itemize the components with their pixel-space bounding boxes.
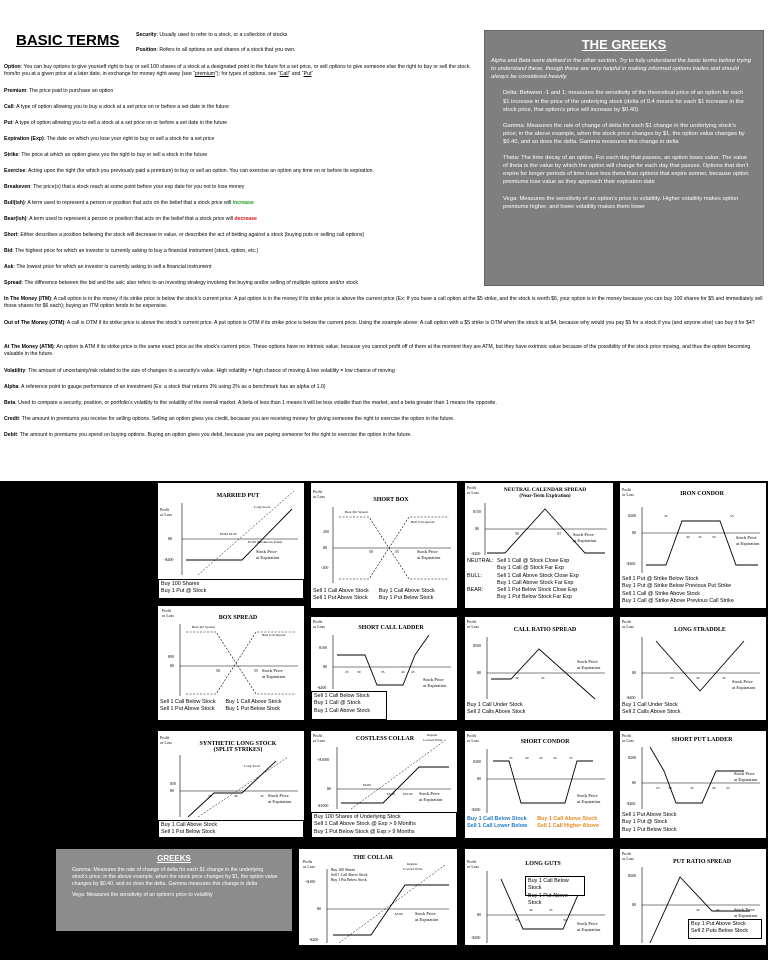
credit-def: Credit: The amount in premiums you receive for selling options. Selling an option gives you credit, because you are receiving money for giving someone the right to exercise the option in the future. — [4, 416, 455, 422]
x-label: at Expiration — [262, 674, 286, 679]
y-tick: $0 — [632, 670, 636, 675]
short-def: Short: Either describes a position believing the stock will decrease in value, or describes the act of betting against a stock (buying puts or selling call options) — [4, 232, 365, 238]
y-tick: $0 — [168, 536, 172, 541]
short-condor-caption: Buy 1 Call Below Stock Sell 1 Call Lower Below Buy 1 Call Above Stock Sell 1 Call Higher Above — [467, 816, 600, 830]
long-straddle-chart — [620, 617, 766, 701]
y-label: Profit — [313, 489, 323, 494]
bull-def: Bull(ish): A term used to represent a person or position that acts on the belief that a stock price will increase — [4, 200, 254, 206]
short-box-card — [311, 483, 457, 608]
greeks-summary-gamma: Gamma: Measures the rate of change of delta for each $1 change in the underlying stock’s price; in the above example, when the stock price changes by $1, the option value changes by $0.40, and so does the delta. Gamma measures this change in delta — [72, 867, 278, 888]
x-tick: 30 — [515, 676, 519, 680]
x-tick: 35 — [670, 676, 674, 680]
costless-collar-chart — [311, 731, 457, 811]
x-tick: 35 — [515, 918, 519, 922]
collar-chart — [299, 849, 457, 945]
y-label: or Loss — [160, 740, 172, 745]
x-label: at Expiration — [736, 541, 760, 546]
synthetic-long-chart — [158, 731, 304, 819]
x-tick: 45 — [726, 786, 730, 790]
y-label: Profit — [622, 733, 632, 738]
spread-def: Spread: The difference between the bid and the ask; also refers to an investing strategy involving the buying and/or selling of multiple options and/or stock — [4, 280, 358, 286]
x-tick: $10.00 — [403, 792, 413, 796]
call-ratio-card — [465, 617, 613, 720]
y-tick: -200 — [321, 565, 329, 570]
x-label: at Expiration — [268, 799, 292, 804]
chart-title: IRON CONDOR — [680, 491, 724, 497]
x-label: at Expiration — [734, 913, 758, 918]
greeks-summary-box — [56, 849, 292, 931]
greeks-summary-vega: Vega: Measures the sensitivity of an option’s price to volatility — [72, 892, 213, 899]
y-tick: $0 — [327, 786, 331, 791]
x-tick: 35 — [381, 670, 385, 674]
y-tick: $0 — [323, 664, 327, 669]
debit-def: Debit: The amount in premiums you spend on buying options. Buying an option gives you debit, because you are paying someone for the right to exercise the option in the future. — [4, 432, 412, 438]
chart-subtitle: (Near-Term Expiration) — [519, 494, 571, 499]
y-label: or Loss — [313, 624, 325, 629]
y-tick: $90 — [168, 654, 174, 659]
x-label: Stock Price — [573, 532, 594, 537]
x-label: at Expiration — [417, 555, 441, 560]
x-tick: 25 — [656, 786, 660, 790]
breakeven-label: $1.00 (Breakeven Point) — [248, 540, 283, 544]
legend-label: Regular — [407, 862, 418, 866]
y-label: or Loss — [467, 738, 479, 743]
x-tick: 35 — [509, 756, 513, 760]
y-tick: -$200 — [471, 807, 481, 812]
volatility-def: Volatility: The amount of uncertainty/risk related to the size of changes in a security’s value. High volatility = high chance of moving & low volatility = low chance of moving — [4, 368, 395, 374]
y-tick: -$200 — [317, 685, 327, 690]
x-tick: 55 — [730, 514, 734, 518]
y-label: Profit — [467, 619, 477, 624]
put-ratio-caption: Buy 1 Put Above Stock Sell 2 Puts Below Stock — [688, 919, 762, 939]
x-tick: 30 — [357, 670, 361, 674]
y-tick: +$100 — [305, 879, 316, 884]
short-condor-chart — [465, 731, 613, 815]
x-tick: 45 — [549, 908, 553, 912]
short-put-ladder-caption: Sell 1 Put Above Stock Buy 1 Put @ Stock Buy 1 Put Below Stock — [622, 812, 677, 833]
iron-condor-caption: Sell 1 Put @ Strike Below Stock Buy 1 Put @ Strike Below Previous Put Strike Sell 1 Call @ Strike Above Stock Buy 1 Call @ Strike Above Previous Call Strike — [622, 576, 734, 604]
x-tick: 55 — [254, 668, 258, 673]
y-tick: -$200 — [309, 937, 319, 942]
x-tick: 55 — [395, 549, 399, 554]
x-label: Stock Price — [736, 535, 757, 540]
greek-delta: Delta: Between -1 and 1; measures the sensitivity of the theoretical price of an option for each $1 increase in the price of the underlying stock (delta of 0.4 means for each $1 increase in the stock price, that option’s price will increase by $0.40) — [503, 90, 744, 113]
x-tick: 45 — [539, 756, 543, 760]
y-label: or Loss — [622, 856, 634, 861]
chart-title: LONG GUTS — [525, 861, 561, 867]
x-tick: 35 — [690, 786, 694, 790]
x-label: Stock Price — [577, 793, 598, 798]
iron-condor-chart — [620, 483, 766, 575]
chart-title: NEUTRAL CALENDAR SPREAD — [503, 487, 587, 493]
breakeven-def: Breakeven: The price(s) that a stock reach at some point before your exp date for you not to lose money — [4, 184, 245, 190]
y-label: Profit — [160, 507, 170, 512]
strike-def: Strike: The price at which an option gives you the right to buy or sell a stock in the future — [4, 152, 208, 158]
security-def: Security: Usually used to refer to a stock, or a collection of stocks — [136, 32, 288, 38]
long-stock-label: Long Stock — [254, 505, 271, 509]
box-spread-caption: Sell 1 Call Below Stock Sell 1 Put Above Stock Buy 1 Call Above Stock Buy 1 Put Below Stock — [160, 699, 282, 713]
y-label: Profit — [467, 485, 477, 490]
y-label: or Loss — [313, 738, 325, 743]
chart-title: COSTLESS COLLAR — [355, 736, 415, 742]
x-label: at Expiration — [573, 538, 597, 543]
y-tick: -$200 — [471, 935, 481, 940]
y-tick: $0 — [477, 670, 481, 675]
x-tick: 50 — [216, 668, 220, 673]
y-tick: -$200 — [164, 557, 174, 562]
y-tick: $0 — [170, 663, 174, 668]
legend-label: Covered Write — [423, 738, 443, 742]
x-label: Stock Price — [734, 771, 755, 776]
y-label: or Loss — [313, 494, 325, 499]
greek-gamma: Gamma: Measures the rate of change of delta for each $1 change in the underlying stock’s price; in the above example, when the stock price changes by $1, the option value changes by $0.40, and so does the delta. Gamma measures this change in delta — [503, 122, 745, 145]
long-straddle-card — [620, 617, 766, 720]
x-label: at Expiration — [256, 555, 280, 560]
short-call-ladder-chart — [311, 617, 457, 691]
synthetic-long-card — [158, 731, 304, 838]
y-label: Profit — [467, 733, 477, 738]
y-tick: $0 — [632, 530, 636, 535]
call-def: Call: A type of option allowing you to buy a stock at a set price on or before a set date in the future — [4, 104, 229, 110]
call-ratio-caption: Buy 1 Call Under Stock Sell 2 Calls Above Stock — [467, 702, 526, 716]
x-label: Stock Price — [419, 791, 440, 796]
legend-label: Covered Write — [403, 867, 423, 871]
x-label: Stock Price — [415, 911, 436, 916]
x-label: at Expiration — [415, 917, 439, 922]
chart-subtitle: (SPLIT STRIKES) — [213, 747, 263, 753]
y-label: or Loss — [162, 613, 174, 618]
chart-title: SHORT CONDOR — [520, 739, 570, 745]
collar-card — [299, 849, 457, 945]
premium-def: Premium: The price paid to purchase an option — [4, 88, 114, 94]
otm-def: Out of The Money (OTM): A call is OTM if its strike price is above the stock’s current price. A put option is OTM if its strike price is below the current price. Using the example above: A call option with a $5 strike is OTM when the stock is at $4, because why would you pay $5 for a stock if you (and anyone else) can buy it for $4? — [4, 320, 755, 326]
chart-title: BOX SPREAD — [218, 615, 258, 621]
bid-def: Bid: The highest price for which an investor is currently asking to buy a financial instrument (stock, option, etc.) — [4, 248, 259, 254]
y-tick: $50 — [170, 781, 176, 786]
short-put-ladder-card — [620, 731, 766, 838]
y-tick: $300 — [473, 759, 481, 764]
chart-title: SHORT CALL LADDER — [358, 625, 424, 631]
x-label: at Expiration — [419, 797, 443, 802]
x-tick: 35 — [664, 514, 668, 518]
x-label: Stock Price — [423, 677, 444, 682]
x-label: at Expiration — [732, 685, 756, 690]
synthetic-caption: Buy 1 Call Above Stock Sell 1 Put Below Stock — [158, 820, 304, 838]
married-put-card — [158, 483, 304, 599]
ask-def: Ask: The lowest price for which an investor is currently asking to sell a financial instrument — [4, 264, 212, 270]
x-tick: 45 — [722, 676, 726, 680]
x-label: at Expiration — [423, 683, 447, 688]
exercise-def: Exercise: Acting upon the right (for which you previously paid a premium) to buy or sell an option. You can exercise an option any time on or before its expiration. — [4, 168, 374, 174]
calendar-spread-card — [465, 483, 613, 608]
chart-title: SYNTHETIC LONG STOCK — [199, 741, 277, 747]
option-def: Option: You can buy options to give yourself right to buy or sell 100 shares of a stock at a designated point in the future for a set price, or sell options to give someone else the right to buy or sell the stock from/to you at a given price at a later date, in exchange for money right away (see “premium”); for types of options, see “Call” and “Put” — [4, 64, 470, 78]
y-tick: -$300 — [626, 561, 636, 566]
x-tick: 45 — [541, 676, 545, 680]
legend-label: Sell 1 Call Above Stock — [331, 873, 368, 877]
y-tick: $500 — [473, 643, 481, 648]
x-tick: 50 — [563, 918, 567, 922]
x-label: Stock Price — [577, 921, 598, 926]
greeks-summary-title: GREEKS — [157, 854, 191, 863]
y-tick: $0 — [323, 545, 327, 550]
x-tick: 50 — [515, 531, 519, 536]
chart-title: PUT RATIO SPREAD — [672, 859, 732, 865]
x-tick: 40 — [712, 786, 716, 790]
y-tick: $0 — [632, 902, 636, 907]
y-tick: $200 — [628, 755, 636, 760]
y-label: Profit — [622, 851, 632, 856]
call-ratio-chart — [465, 617, 613, 701]
chart-title: LONG STRADDLE — [674, 627, 726, 633]
long-straddle-caption: Buy 1 Call Under Stock Sell 2 Calls Above Stock — [622, 702, 681, 716]
y-tick: -$400 — [626, 695, 636, 700]
put-def: Put: A type of option allowing you to sell a stock at a set price on or before a set date in the future — [4, 120, 228, 126]
itm-def: In The Money (ITM): A call option is in the money if its strike price is below the stock’s current price. A put option is in the money if its strike price is above the current price (Ex: If you have a call option at the $5 strike, and the stock is worth $6, your option is in the money because you can buy 100 shares for $5 and immediately sell those shares for $6 each); buying an ITM option tends to be expensive. — [4, 296, 763, 310]
short-condor-card — [465, 731, 613, 838]
beta-def: Beta: Used to compare a security, position, or portfolio’s volatility to the volatility of the overall market. A beta of less than 1 means it will be less volatile than the market, and a beta greater than 1 means the opposite. — [4, 400, 497, 406]
y-label: or Loss — [303, 864, 315, 869]
chart-title: THE COLLAR — [353, 855, 393, 861]
x-tick: 25 — [345, 670, 349, 674]
x-label: Stock Price — [256, 549, 277, 554]
box-spread-chart — [158, 606, 304, 698]
y-tick: $0 — [477, 776, 481, 781]
y-tick: $0 — [317, 906, 321, 911]
y-label: Profit — [622, 487, 632, 492]
breakeven-label: $0.00 — [363, 783, 371, 787]
calendar-caption: NEUTRAL: Sell 1 Call @ Stock Close Exp Buy 1 Call @ Stock Far Exp BULL: Sell 1 Call Above Stock Close Exp Buy 1 Call Above Stock Far Exp BEAR: Sell 1 Put Below Stock Close Exp Buy 1 Put Below Stock Far Exp — [467, 558, 579, 601]
x-label: Stock Price — [268, 793, 289, 798]
x-tick: 40 — [234, 794, 238, 798]
costless-collar-caption: Buy 100 Shares of Underlying Stock Sell 1 Call Above Stock @ Exp > 9 Months Buy 1 Put Below Stock @ Exp > 9 Months — [311, 812, 457, 838]
x-tick: 50 — [369, 549, 373, 554]
atm-def: At The Money (ATM): An option is ATM if its strike price is the same exact price as the stock’s current price. These options have no intrinsic value, because you cannot profit off of them at the moment they are ATM, but they have extrinsic value because of the possibility of the stock price moving, and thus the option becoming valuable in the future. — [4, 344, 751, 358]
bear-label: Bear Put Spread — [345, 510, 368, 514]
strike-labels: $0.80 $2.00 — [220, 532, 237, 536]
position-def: Position: Refers to all options on and shares of a stock that you own. — [136, 47, 296, 53]
x-tick: 45 — [260, 794, 264, 798]
y-label: Profit — [160, 735, 170, 740]
x-tick: 40 — [401, 670, 405, 674]
y-label: Profit — [162, 608, 172, 613]
x-tick: 51 — [557, 531, 561, 536]
put-ratio-card — [620, 849, 766, 945]
x-tick: $5.00 — [395, 912, 403, 916]
y-tick: -$200 — [471, 551, 481, 556]
iron-condor-card — [620, 483, 766, 608]
x-tick: 50 — [712, 535, 716, 539]
x-label: at Expiration — [577, 799, 601, 804]
x-tick: 35 — [208, 794, 212, 798]
y-tick: -$200 — [626, 801, 636, 806]
bull-label: Bull Call Spread — [411, 520, 435, 524]
y-tick: +$1000 — [317, 757, 330, 762]
y-tick: $0 — [170, 788, 174, 793]
x-tick: 45 — [698, 535, 702, 539]
short-call-ladder-caption: Sell 1 Call Below Stock Buy 1 Call @ Stock Buy 1 Call Above Stock — [311, 691, 387, 720]
y-tick: $0 — [632, 780, 636, 785]
long-guts-caption: Buy 1 Call Below Stock Buy 1 Put Above Stock — [525, 876, 585, 896]
bear-def: Bear(ish): A term used to represent a person or position that acts on the belief that a stock price will decrease — [4, 216, 257, 222]
x-tick: 40 — [529, 908, 533, 912]
greeks-title: THE GREEKS — [581, 37, 667, 52]
greek-theta: Theta: The time decay of an option. For each day that passes, an option loses value. The value of theta is the value by which the option will change for each day that passes. Options that don’t expire for longer periods of time have less theta than options that expire sooner, because option premiums lose value as they approach their expiration date — [503, 155, 749, 186]
y-tick: $500 — [628, 873, 636, 878]
y-label: Profit — [313, 733, 323, 738]
y-label: or Loss — [622, 492, 634, 497]
x-label: Stock Price — [262, 668, 283, 673]
greeks-intro: Alpha and Beta were defined in the other section. Try to fully understand the basic terms before trying to understand these, though these are very helpful in making informed options trades and should always be considered heavily. — [491, 58, 751, 80]
x-tick: 55 — [569, 756, 573, 760]
y-tick: -$1000 — [317, 803, 329, 808]
long-guts-card — [465, 849, 613, 945]
legend-label: Buy 1 Put Below Stock — [331, 878, 367, 882]
y-label: or Loss — [467, 490, 479, 495]
x-tick: 45 — [411, 670, 415, 674]
chart-title: SHORT PUT LADDER — [671, 737, 733, 743]
x-label: Stock Price — [577, 659, 598, 664]
x-tick: 40 — [696, 908, 700, 912]
short-box-caption: Sell 1 Call Above Stock Sell 1 Put Above Stock Buy 1 Call Above Stock Buy 1 Put Below Stock — [313, 588, 435, 602]
married-put-chart — [158, 483, 304, 579]
long-stock-label: Long Stock — [244, 764, 261, 768]
x-label: at Expiration — [577, 927, 601, 932]
legend-label: Buy 100 Shares — [331, 868, 356, 872]
costless-collar-card — [311, 731, 457, 838]
bear-label: Bear Put Spread — [192, 625, 215, 629]
y-tick: $150 — [473, 509, 481, 514]
x-tick: 45 — [716, 908, 720, 912]
y-tick: $100 — [319, 645, 327, 650]
alpha-def: Alpha: A reference point to gauge performance of an investment (Ex: a stock that returns 3% using 2% as a benchmark has an alpha of 1.0) — [4, 384, 326, 390]
calendar-spread-chart — [465, 483, 613, 557]
y-label: Profit — [303, 859, 313, 864]
greeks-panel — [484, 30, 764, 286]
x-tick: 40 — [686, 535, 690, 539]
y-label: or Loss — [160, 512, 172, 517]
y-label: or Loss — [467, 864, 479, 869]
y-label: or Loss — [622, 738, 634, 743]
x-tick: 40 — [696, 676, 700, 680]
chart-title: SHORT BOX — [373, 497, 409, 503]
expiration-def: Expiration (Exp): The date on which you lose your right to buy or sell a stock for a set price — [4, 136, 215, 142]
greek-vega: Vega: Measures the sensitivity of an option’s price to volatility. Higher volatility makes option premiums higher, and lower volatility makes them lower — [503, 195, 739, 210]
x-tick: 50 — [553, 756, 557, 760]
y-label: Profit — [467, 859, 477, 864]
x-label: at Expiration — [577, 665, 601, 670]
married-put-caption: Buy 100 Shares Buy 1 Put @ Stock — [158, 579, 304, 599]
y-label: Profit — [622, 619, 632, 624]
chart-title: MARRIED PUT — [216, 493, 260, 499]
short-box-chart — [311, 483, 457, 587]
bull-label: Bull Call Spread — [262, 633, 286, 637]
y-label: or Loss — [622, 624, 634, 629]
y-label: Profit — [313, 619, 323, 624]
page-title: BASIC TERMS — [16, 32, 120, 49]
chart-title: CALL RATIO SPREAD — [513, 627, 577, 633]
x-tick: $5.00 — [387, 792, 395, 796]
y-tick: 200 — [323, 529, 329, 534]
x-label: Stock Price — [734, 907, 755, 912]
x-tick: 30 — [668, 786, 672, 790]
y-tick: $200 — [628, 513, 636, 518]
x-label: Stock Price — [732, 679, 753, 684]
legend-label: Regular — [427, 733, 438, 737]
short-put-ladder-chart — [620, 731, 766, 811]
x-label: Stock Price — [417, 549, 438, 554]
x-tick: 40 — [525, 756, 529, 760]
y-tick: $0 — [477, 912, 481, 917]
y-tick: $0 — [475, 526, 479, 531]
y-label: or Loss — [467, 624, 479, 629]
box-spread-card — [158, 606, 304, 720]
short-call-ladder-card — [311, 617, 457, 720]
x-label: at Expiration — [734, 777, 758, 782]
